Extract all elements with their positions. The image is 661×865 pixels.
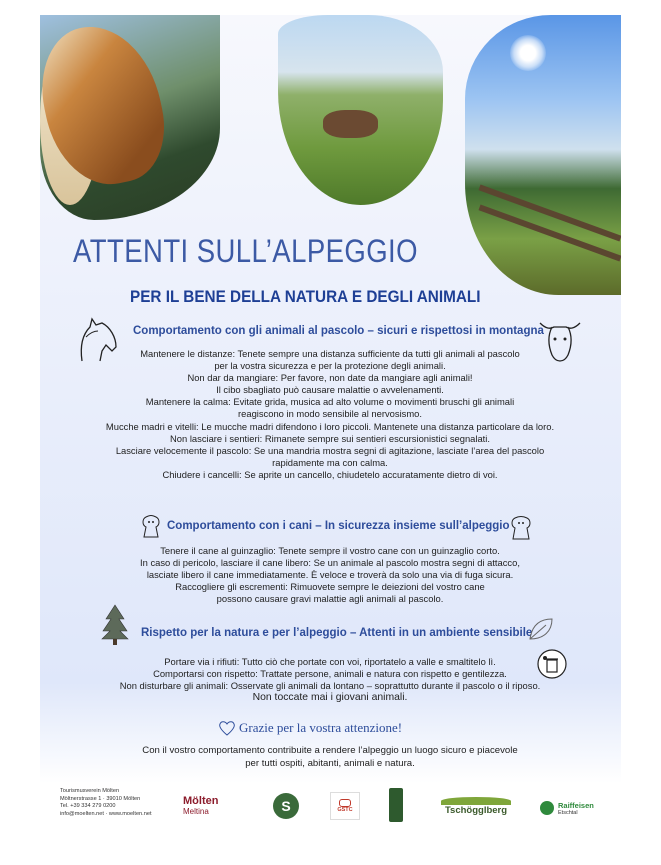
heart-icon [218, 720, 236, 736]
footer-address: Möltnerstrasse 1 · 39010 Mölten [60, 795, 141, 802]
text-line: Mantenere le distanze: Tenete sempre una distanza sufficiente da tutti gli animali al pascolo [140, 348, 520, 359]
text-line: reagiscono in modo sensibile al nervosismo. [238, 408, 422, 420]
molten-logo-subtext: Meltina [183, 806, 209, 816]
horse-photo [40, 15, 220, 220]
text-line: lasciate libero il cane immediatamente. È veloce e troverà da solo una via di fuga sicura. [146, 569, 514, 581]
section-heading-nature: Rispetto per la natura e per l’alpeggio – Attenti in un ambiente sensibile [141, 627, 533, 639]
closing-text [70, 744, 590, 770]
raiffeisen-logo-subtext: Etschtal [558, 809, 578, 816]
dog-icon [509, 515, 533, 541]
text-line: per la vostra sicurezza e per la protezione degli animali. [214, 360, 446, 372]
section-body-animals [70, 348, 590, 481]
closing-line: per tutti ospiti, abitanti, animali e natura. [245, 758, 415, 769]
tschogglberg-logo-text: Tschögglberg [444, 804, 508, 816]
text-line: Non lasciare i sentieri: Rimanete sempre sui sentieri escursionistici segnalati. [170, 432, 490, 444]
footer-contact [60, 788, 152, 818]
page-subtitle: PER IL BENE DELLA NATURA E DEGLI ANIMALI [130, 287, 481, 306]
molten-logo-text: Mölten [183, 794, 219, 807]
text-line: rapidamente ma con calma. [272, 456, 388, 468]
page-title: ATTENTI SULL’ALPEGGIO [73, 233, 418, 269]
gstc-mark-icon [339, 799, 351, 807]
text-line: Tenere il cane al guinzaglio: Tenete sempre il vostro cane con un guinzaglio corto. [160, 545, 500, 556]
landscape-photo [465, 15, 621, 295]
closing-line: Con il vostro comportamento contribuite a rendere l’alpeggio un luogo sicuro e piacevole [142, 745, 518, 756]
text-line: Portare via i rifiuti: Tutto ciò che portate con voi, riportatelo a valle e smaltitelo lì. [164, 656, 496, 667]
gstc-logo-text: GSTC [337, 807, 353, 813]
leaf-icon [526, 615, 556, 643]
text-line: Non dar da mangiare: Per favore, non date da mangiare agli animali! [187, 372, 473, 384]
tschogglberg-logo [437, 793, 515, 819]
poster [40, 15, 621, 850]
footer-phone: Tel. +39 334 279 0200 [60, 803, 116, 810]
text-line: Mucche madri e vitelli: Le mucche madri difendono i loro piccoli. Mantenete una distanza particolare da loro. [105, 420, 555, 432]
pasture-photo [278, 15, 443, 205]
text-line: In caso di pericolo, lasciare il cane libero: Se un animale al pascolo mostra segni di attacco, [140, 557, 520, 569]
raiffeisen-logo-text: Raiffeisen [558, 800, 594, 810]
tree-icon [100, 603, 130, 645]
raiffeisen-mark-icon [540, 801, 554, 815]
section-body-dogs [70, 545, 590, 605]
section-heading-dogs: Comportamento con i cani – In sicurezza insieme sull’alpeggio [167, 520, 510, 532]
text-line: Comportarsi con rispetto: Trattate persone, animali e natura con rispetto e gentilezza. [153, 668, 507, 680]
text-line: Il cibo sbagliato può causare malattie o avvelenamenti. [216, 384, 444, 396]
sun-glow [510, 35, 546, 71]
raiffeisen-logo [540, 797, 606, 819]
thanks-text: Grazie per la vostra attenzione! [239, 720, 403, 735]
s-seal-icon: S [273, 793, 299, 819]
text-line: Mantenere la calma: Evitate grida, musica ad alto volume o movimenti bruschi gli animali [145, 396, 515, 408]
footer-web: info@moelten.net · www.moelten.net [60, 810, 152, 817]
molten-logo [183, 791, 253, 819]
text-line: Non toccate mai i giovani animali. [252, 692, 408, 704]
gstc-logo [330, 792, 360, 820]
text-line: Chiudere i cancelli: Se aprite un cancello, chiudetelo accuratamente dietro di voi. [162, 468, 498, 480]
text-line: Raccogliere gli escrementi: Rimuovete sempre le deiezioni del vostro cane [175, 581, 485, 593]
text-line: Non disturbare gli animali: Osservate gli animali da lontano – soprattutto durante il pascolo o il riposo. [119, 680, 541, 692]
text-line: possono causare gravi malattie agli animali al pascolo. [216, 593, 444, 605]
mountain-icon [441, 797, 511, 805]
footer-org: Tourismusverein Mölten [60, 788, 120, 794]
text-line: Lasciare velocemente il pascolo: Se una mandria mostra segni di agitazione, lasciate l’area del pascolo [115, 444, 545, 456]
dog-icon [140, 515, 162, 539]
leaf-label-icon [389, 788, 403, 822]
section-body-nature [70, 656, 590, 704]
cow-figure [323, 110, 378, 138]
section-heading-animals: Comportamento con gli animali al pascolo – sicuri e rispettosi in montagna [133, 325, 544, 337]
